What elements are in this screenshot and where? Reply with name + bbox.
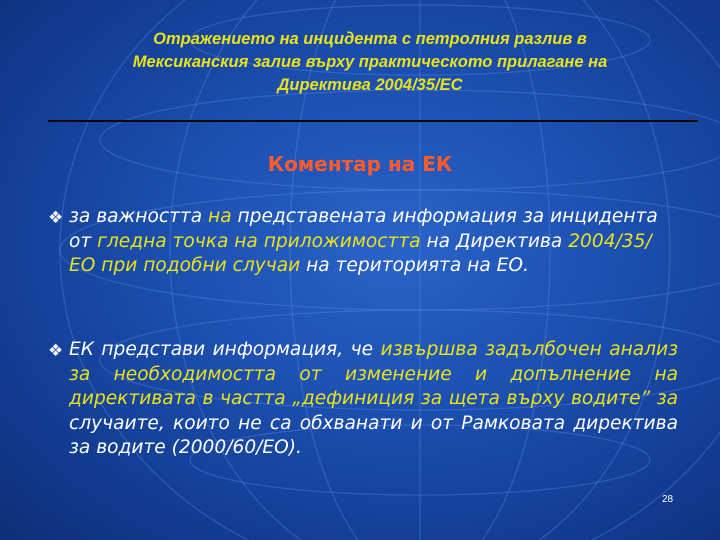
bullet-item [48, 338, 678, 461]
bullet-item [48, 205, 678, 279]
bullet-text: ЕК представи информация, че извършва задълбочен анализ за необходимостта от изменение и допълнение на директивата в частта „дефиниция за щета върху водите” за случаите, които не са обхванати и от Рамковата директива за водите (2000/60/ЕО). [69, 339, 678, 458]
page-number: 28 [662, 494, 674, 505]
title-line: Директива 2004/35/ЕС [277, 76, 463, 94]
title-line: Мексиканския залив върху практическото прилагане на [132, 53, 608, 71]
slide-title [40, 28, 700, 97]
bullet-text: за важността на представената информация за инцидента от гледна точка на приложимостта на Директива 2004/35/ЕО при подобни случаи на територията на ЕО. [69, 206, 658, 276]
title-divider [48, 120, 698, 122]
section-heading: Коментар на ЕК [267, 152, 453, 176]
diamond-bullet-icon: ❖ [48, 208, 64, 228]
title-line: Отражението на инцидента с петролния разлив в [153, 30, 587, 48]
diamond-bullet-icon: ❖ [48, 341, 64, 361]
